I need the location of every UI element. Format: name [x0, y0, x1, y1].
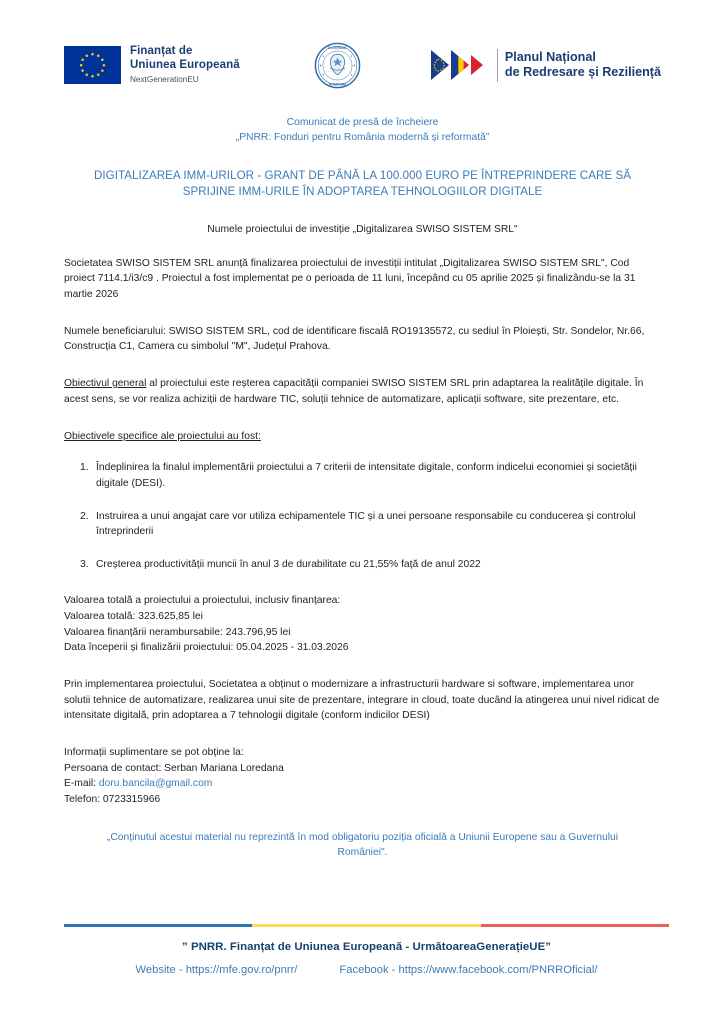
footer-links	[64, 964, 669, 976]
project-name-line: Numele proiectului de investiție „Digitalizarea SWISO SISTEM SRL"	[207, 223, 518, 235]
objective-number: 1.	[80, 462, 89, 474]
general-objective-paragraph	[64, 376, 661, 407]
footer-title: ” PNRR. Finanțat de Uniunea Europeană - UrmătoareaGenerațieUE”	[182, 941, 551, 953]
value-dates: Data începerii și finalizării proiectului: 05.04.2025 - 31.03.2026	[64, 642, 349, 654]
page-footer	[64, 924, 669, 976]
list-item	[64, 557, 661, 573]
contact-email-label: E-mail:	[64, 778, 99, 790]
tricolor-segment-red	[481, 924, 669, 927]
values-intro: Valoarea totală a proiectului a proiectului, inclusiv finanțarea:	[64, 595, 341, 607]
contact-block	[64, 745, 661, 808]
eu-logo-text	[130, 45, 240, 84]
tricolor-segment-yellow	[252, 924, 482, 927]
objective-number: 2.	[80, 510, 89, 522]
general-objective-label: Obiectivul general	[64, 377, 147, 389]
value-grant: Valoarea finanțării nerambursabile: 243.796,95 lei	[64, 626, 291, 638]
tricolor-segment-blue	[64, 924, 252, 927]
svg-text:ROMÂNIEI: ROMÂNIEI	[329, 82, 347, 87]
pnrr-logo	[430, 47, 661, 83]
contact-email-link[interactable]: doru.bancila@gmail.com	[98, 778, 213, 790]
list-item	[64, 509, 661, 540]
list-item	[64, 460, 661, 491]
tricolor-divider	[64, 924, 669, 927]
objectives-title: Obiectivele specifice ale proiectului au fost:	[64, 431, 261, 443]
government-of-romania-seal-icon	[314, 42, 361, 89]
eu-logo-line2: Uniunea Europeană	[130, 58, 240, 71]
objective-text: Instruirea a unui angajat care vor utiliza echipamentele TIC și a unei persoane responsabile cu conducerea și controlul întreprinderii	[96, 510, 636, 538]
contact-intro: Informații suplimentare se pot obține la:	[64, 746, 244, 758]
pnrr-logo-text	[505, 50, 661, 81]
logo-header-bar	[64, 0, 661, 96]
implementation-paragraph: Prin implementarea proiectului, Societatea a obținut o modernizare a infrastructurii hardware si software, implementarea unor solutii tehnice de automatizare, realizarea unui site de prezentare, integrare in cloud, toate ducând la atingerea unui nivel ridicat de intensitate digitală, prin adoptarea a 7 tehnologii digitale (conform indicilor DESI)	[64, 679, 660, 722]
intro-line-1: Comunicat de presă de încheiere	[286, 117, 439, 128]
svg-text:GUVERNUL: GUVERNUL	[327, 45, 348, 50]
disclaimer-text: „Conținutul acestui material nu reprezintă în mod obligatoriu poziția oficială a Uniunii Europene sau a Guvernului României".	[106, 832, 619, 859]
intro-line-2: „PNRR: Fonduri pentru România modernă și reformată”	[235, 131, 490, 143]
press-release-intro	[64, 116, 661, 146]
project-values-block	[64, 593, 661, 656]
objective-number: 3.	[80, 558, 89, 570]
eu-logo-line3: NextGenerationEU	[130, 74, 199, 84]
value-total: Valoarea totală: 323.625,85 lei	[64, 611, 203, 623]
eu-funding-logo	[64, 45, 240, 84]
footer-facebook-link[interactable]: Facebook - https://www.facebook.com/PNRROficial/	[339, 964, 598, 976]
objective-text: Îndeplinirea la finalul implementării proiectului a 7 criterii de intensitate digitale, conform indicelui economiei și societății digitale (DESI).	[96, 462, 637, 489]
announcement-paragraph: Societatea SWISO SISTEM SRL anunță finalizarea proiectului de investiții intitulat „Digitalizarea SWISO SISTEM SRL", Cod proiect 7114.1/i3/c9 . Proiectul a fost implementat pe o perioada de 11 luni, începând cu 05 aprilie 2025 și finalizându-se la 31 martie 2026	[64, 257, 636, 301]
beneficiary-paragraph: Numele beneficiarului: SWISO SISTEM SRL, cod de identificare fiscală RO19135572, cu sediul în Ploiești, Str. Sondelor, Nr.66, Construcția C1, Camera cu simbolul "M", Județul Prahova.	[64, 325, 645, 353]
contact-phone: Telefon: 0723315966	[64, 793, 161, 805]
objectives-list	[64, 460, 661, 572]
page-title-line-1: DIGITALIZAREA IMM-URILOR - GRANT DE PÂNĂ LA 100.000 EURO PE ÎNTREPRINDERE CARE SĂ	[93, 168, 632, 182]
pnrr-logo-line2: de Redresare și Reziliență	[504, 65, 661, 79]
eu-logo-line1: Finanțat de	[130, 45, 193, 58]
objectives-section	[64, 407, 661, 572]
pnrr-logo-line1: Planul Național	[504, 49, 596, 64]
objective-text: Creșterea productivității muncii în anul 3 de durabilitate cu 21,55% față de anul 2022	[96, 558, 481, 570]
contact-person: Persoana de contact: Serban Mariana Loredana	[64, 762, 284, 774]
page-title	[64, 168, 661, 201]
eu-flag-icon	[64, 46, 121, 84]
contact-email-line	[64, 776, 661, 792]
pnrr-arrows-icon	[430, 47, 490, 83]
page-title-line-2: SPRIJINE IMM-URILE ÎN ADOPTAREA TEHNOLOGIILOR DIGITALE	[182, 185, 543, 199]
pnrr-logo-divider	[497, 49, 498, 82]
footer-website-link[interactable]: Website - https://mfe.gov.ro/pnrr/	[135, 964, 298, 976]
general-objective-text: al proiectului este reșterea capacității companiei SWISO SISTEM SRL prin adaptarea la realitățile digitale. În acest sens, se vor realiza achiziții de hardware TIC, soluții tehnice de automatizare, aplicații software, site prezentare, etc.	[64, 377, 644, 405]
